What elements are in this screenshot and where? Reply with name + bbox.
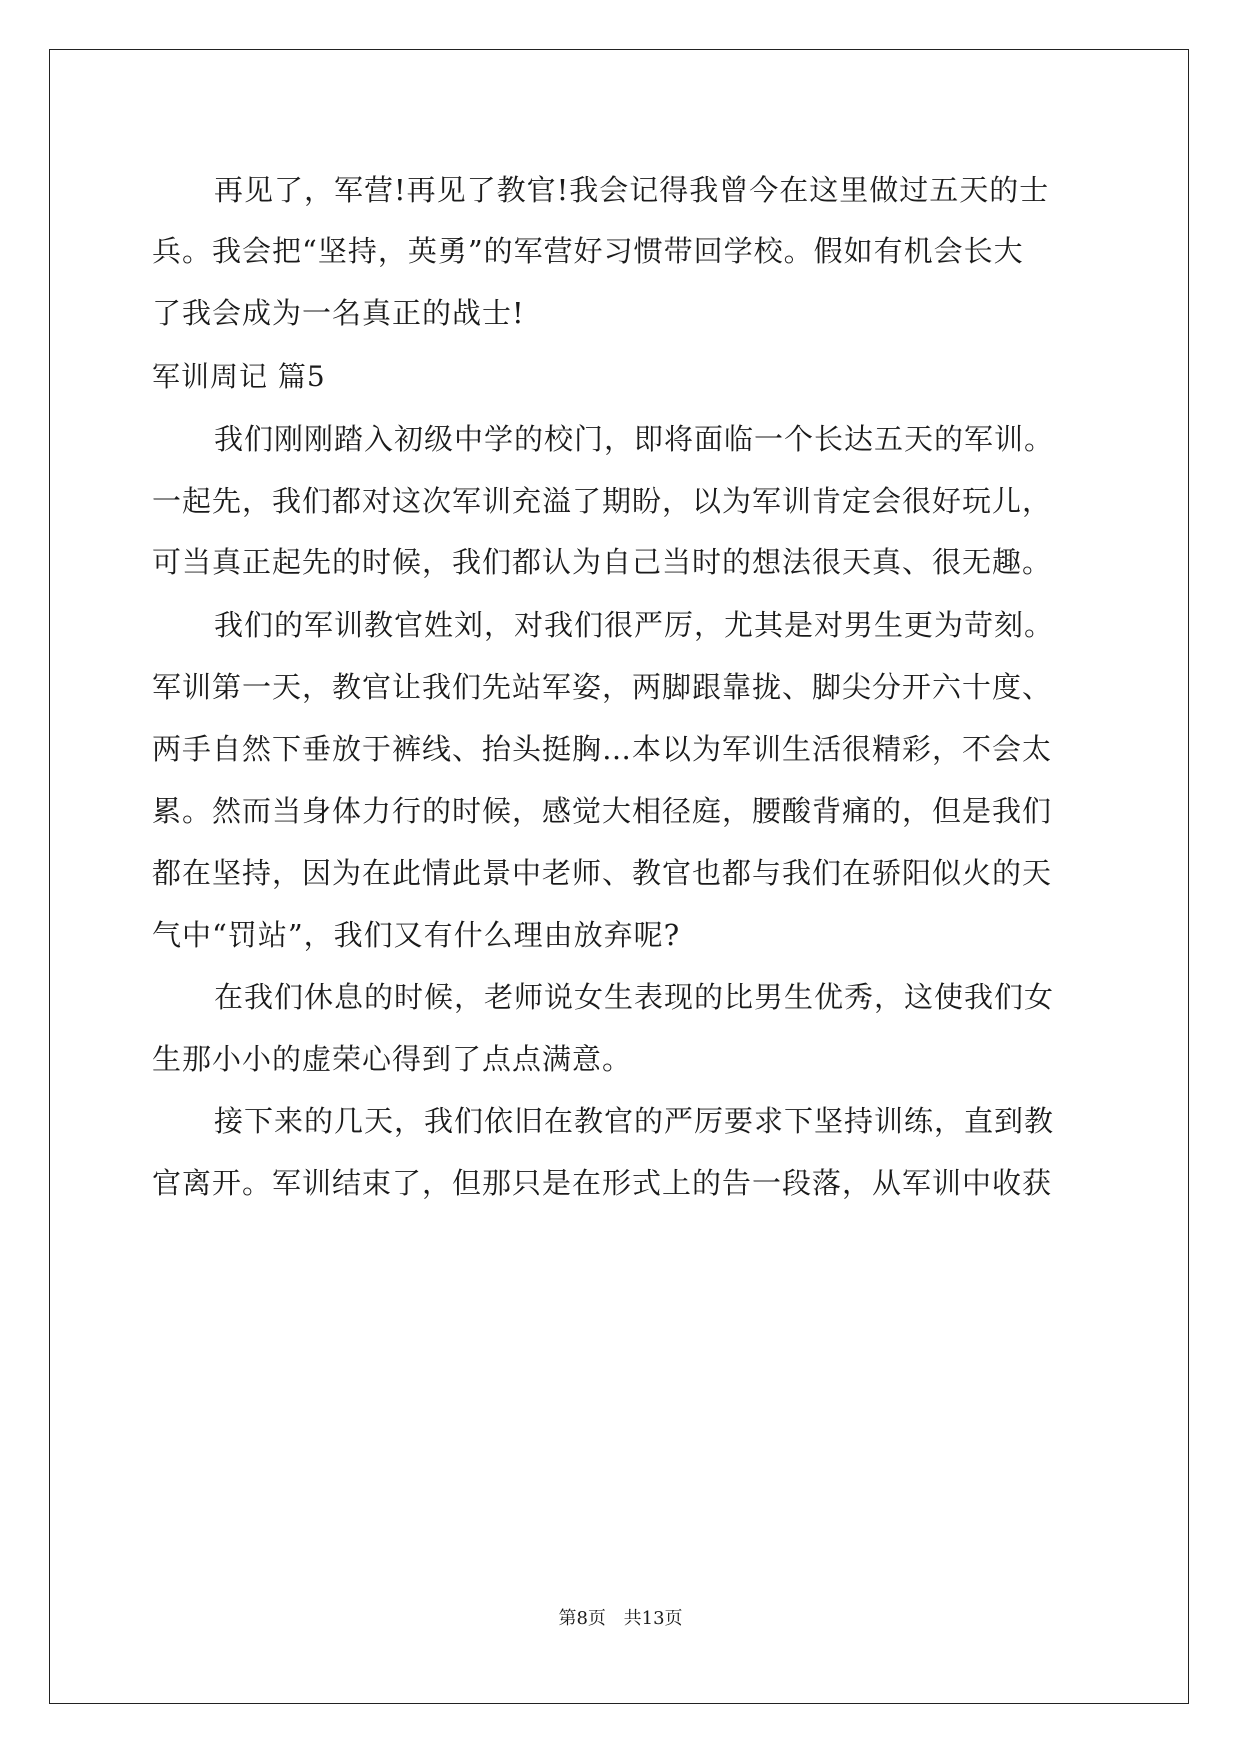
page-number: 第8页 — [558, 1608, 606, 1629]
paragraph-line: 生那小小的虚荣心得到了点点满意。 — [152, 1042, 633, 1076]
paragraph-line: 气中“罚站”，我们又有什么理由放弃呢? — [152, 918, 681, 952]
paragraph-line: 了我会成为一名真正的战士! — [152, 296, 525, 330]
paragraph-line: 军训第一天，教官让我们先站军姿，两脚跟靠拢、脚尖分开六十度、 — [152, 670, 1053, 704]
paragraph-line: 官离开。军训结束了，但那只是在形式上的告一段落，从军训中收获 — [152, 1166, 1053, 1200]
paragraph-line: 两手自然下垂放于裤线、抬头挺胸…本以为军训生活很精彩，不会太 — [152, 732, 1053, 766]
paragraph-line: 可当真正起先的时候，我们都认为自己当时的想法很天真、很无趣。 — [152, 545, 1053, 579]
page-footer — [0, 1607, 1241, 1631]
paragraph-line: 接下来的几天，我们依旧在教官的严厉要求下坚持训练，直到教 — [214, 1104, 1055, 1138]
paragraph-line: 我们刚刚踏入初级中学的校门，即将面临一个长达五天的军训。 — [214, 422, 1055, 456]
paragraph-line: 累。然而当身体力行的时候，感觉大相径庭，腰酸背痛的，但是我们 — [152, 794, 1053, 828]
paragraph-line: 兵。我会把“坚持，英勇”的军营好习惯带回学校。假如有机会长大 — [152, 234, 1024, 268]
paragraph-line: 在我们休息的时候，老师说女生表现的比男生优秀，这使我们女 — [214, 980, 1055, 1014]
paragraph-line: 再见了，军营!再见了教官!我会记得我曾今在这里做过五天的士 — [214, 173, 1050, 207]
paragraph-line: 一起先，我们都对这次军训充溢了期盼，以为军训肯定会很好玩儿， — [152, 484, 1053, 518]
paragraph-line: 都在坚持，因为在此情此景中老师、教官也都与我们在骄阳似火的天 — [152, 856, 1053, 890]
section-heading: 军训周记 篇5 — [152, 360, 326, 393]
paragraph-line: 我们的军训教官姓刘，对我们很严厉，尤其是对男生更为苛刻。 — [214, 608, 1055, 642]
page-total: 共13页 — [623, 1608, 683, 1629]
